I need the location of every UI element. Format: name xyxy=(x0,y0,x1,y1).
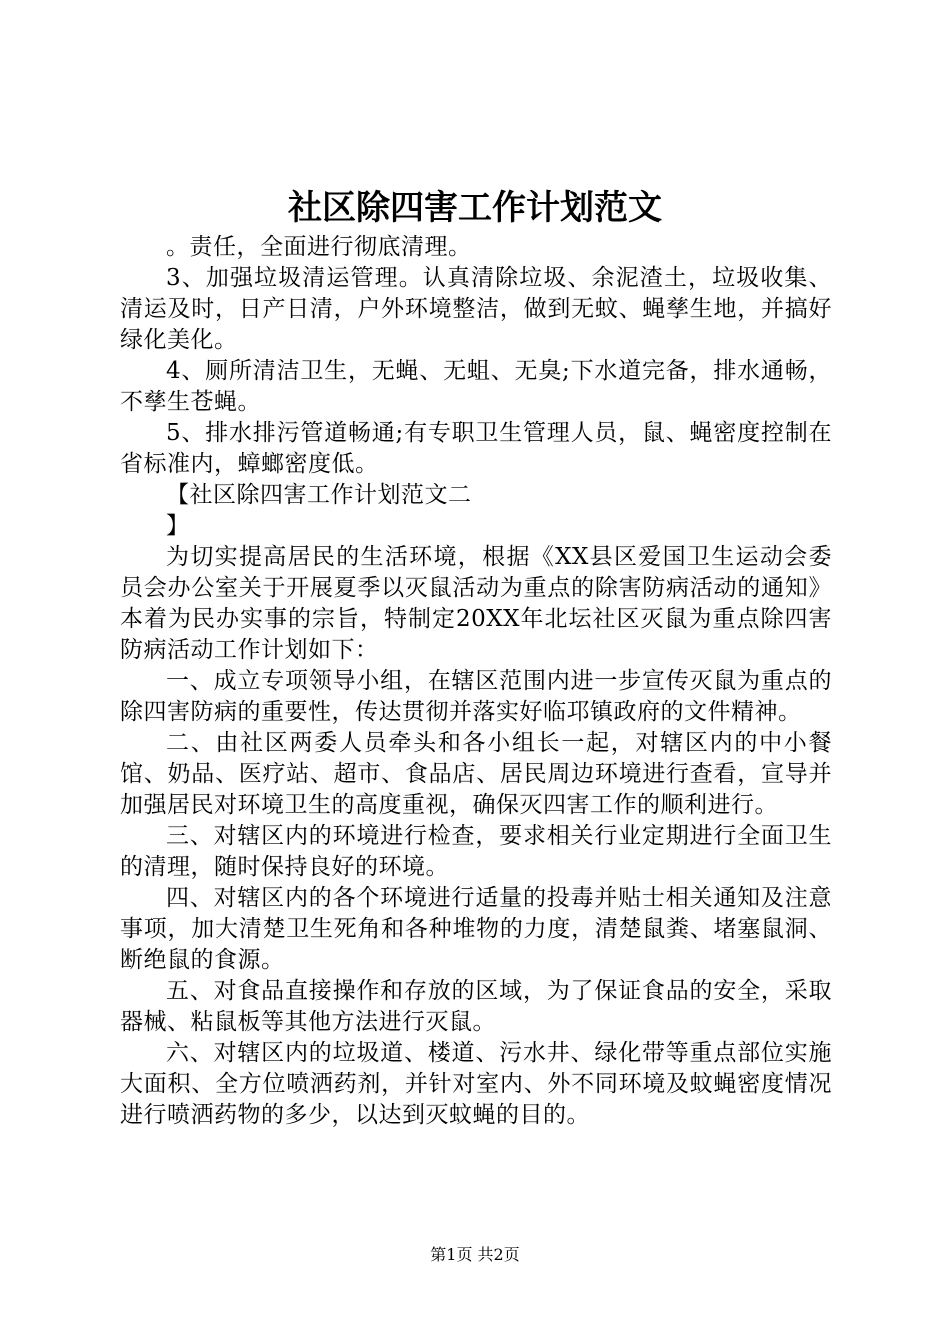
page-title: 社区除四害工作计划范文 xyxy=(288,188,662,228)
paragraph: 为切实提高居民的生活环境，根据《XX县区爱国卫生运动会委员会办公室关于开展夏季以灭鼠活动为重点的除害防病活动的通知》本着为民办实事的宗旨，特制定20XX年北坛社区灭鼠为重点除四害防病活动工作计划如下： xyxy=(120,544,832,663)
paragraph: 3、加强垃圾清运管理。认真清除垃圾、余泥渣土，垃圾收集、清运及时，日产日清，户外环境整洁，做到无蚊、蝇孳生地，并搞好绿化美化。 xyxy=(120,265,832,353)
section-heading: 【社区除四害工作计划范文二 xyxy=(166,482,472,508)
paragraph: 二、由社区两委人员牵头和各小组长一起，对辖区内的中小餐馆、奶品、医疗站、超市、食品店、居民周边环境进行查看，宣导并加强居民对环境卫生的高度重视，确保灭四害工作的顺利进行。 xyxy=(120,730,832,818)
section-heading-close: 】 xyxy=(166,513,190,539)
paragraph: 5、排水排污管道畅通;有专职卫生管理人员，鼠、蝇密度控制在省标准内，蟑螂密度低。 xyxy=(120,420,832,477)
document-body xyxy=(120,232,832,1131)
paragraph: 4、厕所清洁卫生，无蝇、无蛆、无臭;下水道完备，排水通畅，不孳生苍蝇。 xyxy=(120,358,832,415)
page-footer: 第1页 共2页 xyxy=(430,1245,520,1264)
paragraph: 六、对辖区内的垃圾道、楼道、污水井、绿化带等重点部位实施大面积、全方位喷洒药剂，并针对室内、外不同环境及蚊蝇密度情况进行喷洒药物的多少，以达到灭蚊蝇的目的。 xyxy=(120,1040,832,1128)
paragraph: 一、成立专项领导小组，在辖区范围内进一步宣传灭鼠为重点的除四害防病的重要性，传达贯彻并落实好临邛镇政府的文件精神。 xyxy=(120,668,832,725)
paragraph: 三、对辖区内的环境进行检查，要求相关行业定期进行全面卫生的清理，随时保持良好的环境。 xyxy=(120,823,832,880)
paragraph: 五、对食品直接操作和存放的区域，为了保证食品的安全，采取器械、粘鼠板等其他方法进行灭鼠。 xyxy=(120,978,832,1035)
paragraph: 。责任，全面进行彻底清理。 xyxy=(166,234,472,260)
paragraph: 四、对辖区内的各个环境进行适量的投毒并贴士相关通知及注意事项，加大清楚卫生死角和各种堆物的力度，清楚鼠粪、堵塞鼠洞、断绝鼠的食源。 xyxy=(120,885,832,973)
